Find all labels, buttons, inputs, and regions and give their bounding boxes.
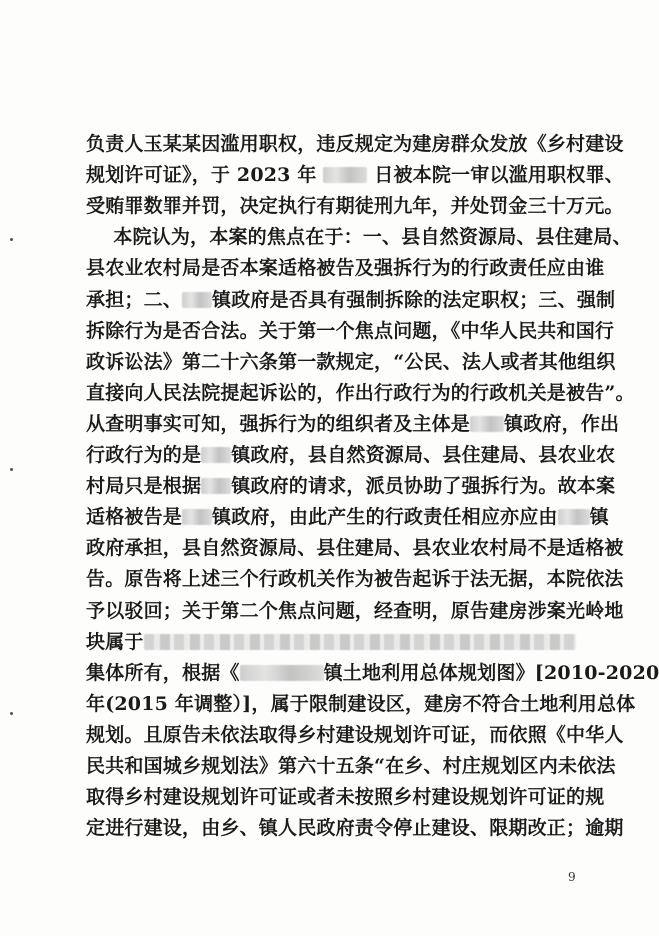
text-line: [86, 754, 616, 778]
text-line: [86, 599, 624, 623]
redacted-text: [470, 416, 504, 432]
text-run: 村局只是根据: [86, 475, 202, 498]
redacted-text: [182, 509, 212, 525]
text-run: 取得乡村建设规划许可证或者未按照乡村建设规划许可证的规: [86, 786, 605, 809]
text-run: 镇政府，由此产生的行政责任相应亦应由: [212, 506, 558, 529]
redacted-text: [182, 292, 212, 308]
text-run: 县农业农村局是否本案适格被告及强拆行为的行政责任应由谁: [86, 257, 605, 280]
text-run: 日被本院一审以滥用职权罪、: [367, 164, 624, 187]
text-run: 本院认为，本案的焦点在于：一、县自然资源局、县住建局、: [86, 226, 632, 249]
text-line: [86, 567, 624, 591]
text-run: 适格被告是: [86, 506, 183, 529]
text-run: 年(2015 年调整）]，属于限制建设区，建房不符合土地利用总体: [86, 692, 636, 715]
redacted-text: [201, 478, 231, 494]
text-line: [86, 225, 632, 249]
redacted-text: [558, 509, 590, 525]
text-run: 镇政府是否具有强制拆除的法定职权；三、强制: [212, 288, 616, 311]
text-line: [86, 785, 605, 809]
text-run: 承担；二、: [86, 288, 183, 311]
page-number: 9: [568, 870, 576, 884]
text-line: [86, 163, 624, 187]
text-run: 镇政府，作出: [504, 412, 620, 435]
text-run: 予以驳回；关于第二个焦点问题，经查明，原告建房涉案光岭地: [86, 599, 624, 622]
text-run: 直接向人民法院提起诉讼的，作出行政行为的行政机关是被告”。: [86, 381, 635, 404]
text-run: 政诉讼法》第二十六条第一款规定，“公民、法人或者其他组织: [86, 350, 616, 373]
redacted-text: [240, 665, 324, 681]
margin-mark: [10, 712, 13, 715]
text-run: 从查明事实可知，强拆行为的组织者及主体是: [86, 412, 471, 435]
text-run: 受贿罪数罪并罚，决定执行有期徒刑九年，并处罚金三十万元。: [86, 195, 624, 218]
margin-mark: [10, 468, 13, 471]
text-run: 告。原告将上述三个行政机关作为被告起诉于法无据，本院依法: [86, 568, 624, 591]
text-line: [86, 723, 624, 747]
text-line: [86, 319, 615, 343]
text-run: 拆除行为是否合法。关于第一个焦点问题，《中华人民共和国行: [86, 319, 615, 342]
text-run: 镇政府的请求，派员协助了强拆行为。故本案: [231, 475, 616, 498]
text-run: 规划。且原告未依法取得乡村建设规划许可证，而依照《中华人: [86, 723, 624, 746]
text-line: [86, 661, 659, 685]
text-line: [86, 816, 624, 840]
text-line: [86, 381, 635, 405]
text-run: 镇土地利用总体规划图》[2010-2020: [323, 661, 659, 684]
redacted-text: [144, 634, 576, 650]
text-line: [86, 288, 616, 312]
text-line: [86, 132, 624, 156]
text-line: [86, 443, 616, 467]
text-run: 政府承担，县自然资源局、县住建局、县农业农村局不是适格被: [86, 537, 624, 560]
text-line: [86, 536, 624, 560]
margin-mark: [10, 238, 13, 241]
text-line: [86, 692, 636, 716]
text-run: 行政行为的是: [86, 444, 202, 466]
text-line: [86, 256, 605, 280]
text-run: 镇: [589, 506, 609, 529]
text-run: 定进行建设，由乡、镇人民政府责令停止建设、限期改正；逾期: [86, 817, 624, 840]
redacted-text: [323, 167, 367, 183]
text-line: [86, 412, 620, 436]
text-line: [86, 474, 616, 498]
text-run: 民共和国城乡规划法》第六十五条“在乡、村庄规划区内未依法: [86, 755, 616, 777]
text-line: [86, 630, 578, 654]
text-run: 规划许可证》，于 2023 年: [86, 164, 324, 187]
text-line: [86, 350, 616, 374]
text-line: [86, 194, 624, 218]
text-run: 镇政府，县自然资源局、县住建局、县农业农: [231, 444, 616, 466]
text-run: 集体所有，根据《: [86, 661, 240, 684]
redacted-text: [201, 447, 231, 463]
text-run: 块属于: [86, 630, 144, 653]
text-run: 负责人玉某某因滥用职权，违反规定为建房群众发放《乡村建设: [86, 133, 624, 155]
text-line: [86, 505, 609, 529]
